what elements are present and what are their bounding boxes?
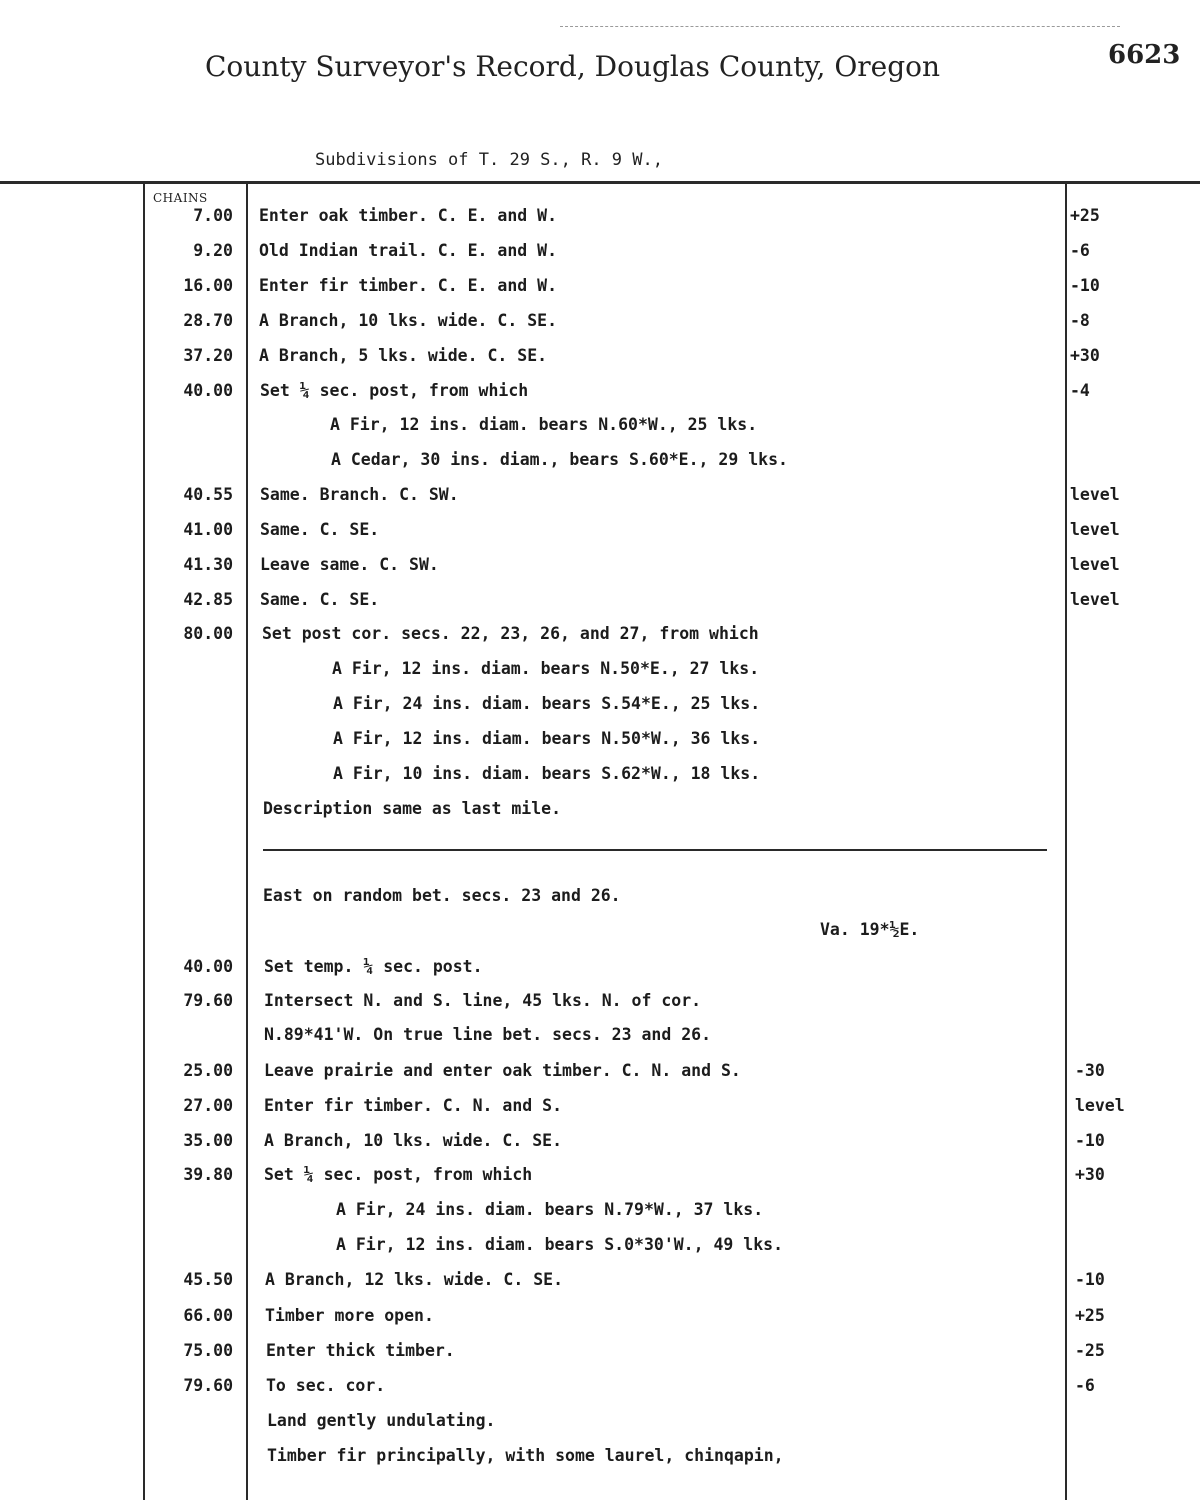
note-text: Land gently undulating. (267, 1411, 496, 1430)
chain-distance: 7.00 (193, 206, 233, 225)
note-row (0, 590, 1200, 620)
grade-value: -30 (1075, 1061, 1105, 1080)
note-row (0, 729, 1200, 759)
page-number: 6623 (1108, 40, 1181, 70)
note-text: Leave prairie and enter oak timber. C. N. and S. (264, 1061, 741, 1080)
note-text: Set ¼ sec. post, from which (260, 381, 529, 400)
note-text: Description same as last mile. (263, 799, 562, 818)
note-text: Old Indian trail. C. E. and W. (259, 241, 558, 260)
note-text: Set post cor. secs. 22, 23, 26, and 27, from which (262, 624, 759, 643)
note-text: A Fir, 12 ins. diam. bears N.50*E., 27 lks. (332, 659, 760, 678)
note-text: A Fir, 24 ins. diam. bears N.79*W., 37 lks. (336, 1200, 764, 1219)
grade-value: level (1070, 590, 1120, 609)
note-text: Same. C. SE. (260, 590, 380, 609)
note-row (0, 1165, 1200, 1195)
note-text: A Branch, 10 lks. wide. C. SE. (259, 311, 558, 330)
chain-distance: 28.70 (183, 311, 233, 330)
note-row (0, 1376, 1200, 1406)
note-text: Same. C. SE. (260, 520, 380, 539)
chain-distance: 35.00 (183, 1131, 233, 1150)
note-row (0, 1131, 1200, 1161)
note-text: A Fir, 12 ins. diam. bears N.50*W., 36 lks. (333, 729, 761, 748)
grade-value: -4 (1070, 381, 1090, 400)
grade-value: level (1070, 555, 1120, 574)
grade-value: -8 (1070, 311, 1090, 330)
note-row (0, 799, 1200, 829)
grade-value: +30 (1075, 1165, 1105, 1184)
record-title: County Surveyor's Record, Douglas County, Oregon (205, 50, 941, 83)
note-text: A Branch, 12 lks. wide. C. SE. (265, 1270, 564, 1289)
chain-distance: 42.85 (183, 590, 233, 609)
grade-value: level (1075, 1096, 1125, 1115)
grade-value: level (1070, 520, 1120, 539)
note-text: East on random bet. secs. 23 and 26. (263, 886, 621, 905)
note-row (0, 1446, 1200, 1476)
chain-distance: 45.50 (183, 1270, 233, 1289)
chain-distance: 37.20 (183, 346, 233, 365)
note-row (0, 520, 1200, 550)
note-text: A Fir, 12 ins. diam. bears S.0*30'W., 49 lks. (336, 1235, 784, 1254)
grade-value: +30 (1070, 346, 1100, 365)
note-text: Set ¼ sec. post, from which (264, 1165, 533, 1184)
note-text: N.89*41'W. On true line bet. secs. 23 and 26. (264, 1025, 712, 1044)
note-text: A Fir, 24 ins. diam. bears S.54*E., 25 lks. (333, 694, 761, 713)
note-row (0, 555, 1200, 585)
chain-distance: 79.60 (183, 991, 233, 1010)
note-row (0, 1341, 1200, 1371)
grade-value: -25 (1075, 1341, 1105, 1360)
chain-distance: 40.55 (183, 485, 233, 504)
note-text: Set temp. ¼ sec. post. (264, 957, 483, 976)
chain-distance: 39.80 (183, 1165, 233, 1184)
note-row (0, 991, 1200, 1021)
grade-value: -10 (1075, 1131, 1105, 1150)
chain-distance: 25.00 (183, 1061, 233, 1080)
note-row (0, 450, 1200, 480)
note-row (0, 485, 1200, 515)
note-text: Timber fir principally, with some laurel, chinqapin, (267, 1446, 784, 1465)
note-row (0, 1096, 1200, 1126)
note-row (0, 241, 1200, 271)
chain-distance: 66.00 (183, 1306, 233, 1325)
note-row (0, 920, 1200, 950)
magnetic-variation: Va. 19*½E. (820, 920, 920, 939)
chain-distance: 80.00 (183, 624, 233, 643)
note-text: Leave same. C. SW. (260, 555, 439, 574)
chain-distance: 40.00 (183, 957, 233, 976)
note-text: Enter fir timber. C. N. and S. (264, 1096, 563, 1115)
chain-distance: 41.30 (183, 555, 233, 574)
grade-value: -10 (1075, 1270, 1105, 1289)
note-text: Enter thick timber. (266, 1341, 455, 1360)
grade-value: +25 (1070, 206, 1100, 225)
note-row (0, 1200, 1200, 1230)
note-row (0, 1061, 1200, 1091)
chains-column-label: CHAINS (153, 191, 208, 205)
chain-distance: 41.00 (183, 520, 233, 539)
chain-distance: 27.00 (183, 1096, 233, 1115)
chain-distance: 40.00 (183, 381, 233, 400)
note-row (0, 1270, 1200, 1300)
subdivision-subtitle: Subdivisions of T. 29 S., R. 9 W., (315, 150, 663, 170)
note-row (0, 1306, 1200, 1336)
grade-value: -10 (1070, 276, 1100, 295)
note-row (0, 346, 1200, 376)
note-text: Same. Branch. C. SW. (260, 485, 459, 504)
note-row (0, 311, 1200, 341)
note-row (0, 381, 1200, 411)
chain-distance: 16.00 (183, 276, 233, 295)
note-row (0, 694, 1200, 724)
grade-value: -6 (1075, 1376, 1095, 1395)
chain-distance: 9.20 (193, 241, 233, 260)
note-row (0, 1025, 1200, 1055)
grade-value: -6 (1070, 241, 1090, 260)
note-text: Timber more open. (265, 1306, 434, 1325)
note-row (0, 886, 1200, 916)
note-row (0, 659, 1200, 689)
chain-distance: 75.00 (183, 1341, 233, 1360)
note-row (0, 1235, 1200, 1265)
grade-value: level (1070, 485, 1120, 504)
note-text: To sec. cor. (266, 1376, 386, 1395)
note-text: Enter fir timber. C. E. and W. (259, 276, 558, 295)
note-row (0, 415, 1200, 445)
note-row (0, 764, 1200, 794)
note-row (0, 1411, 1200, 1441)
note-text: Enter oak timber. C. E. and W. (259, 206, 558, 225)
note-text: A Fir, 10 ins. diam. bears S.62*W., 18 lks. (333, 764, 761, 783)
note-row (0, 276, 1200, 306)
note-row (0, 957, 1200, 987)
note-text: A Branch, 5 lks. wide. C. SE. (259, 346, 548, 365)
chain-distance: 79.60 (183, 1376, 233, 1395)
note-row (0, 624, 1200, 654)
grade-value: +25 (1075, 1306, 1105, 1325)
note-row (0, 206, 1200, 236)
note-text: A Cedar, 30 ins. diam., bears S.60*E., 29 lks. (331, 450, 788, 469)
note-text: Intersect N. and S. line, 45 lks. N. of cor. (264, 991, 702, 1010)
note-text: A Fir, 12 ins. diam. bears N.60*W., 25 lks. (330, 415, 758, 434)
note-text: A Branch, 10 lks. wide. C. SE. (264, 1131, 563, 1150)
